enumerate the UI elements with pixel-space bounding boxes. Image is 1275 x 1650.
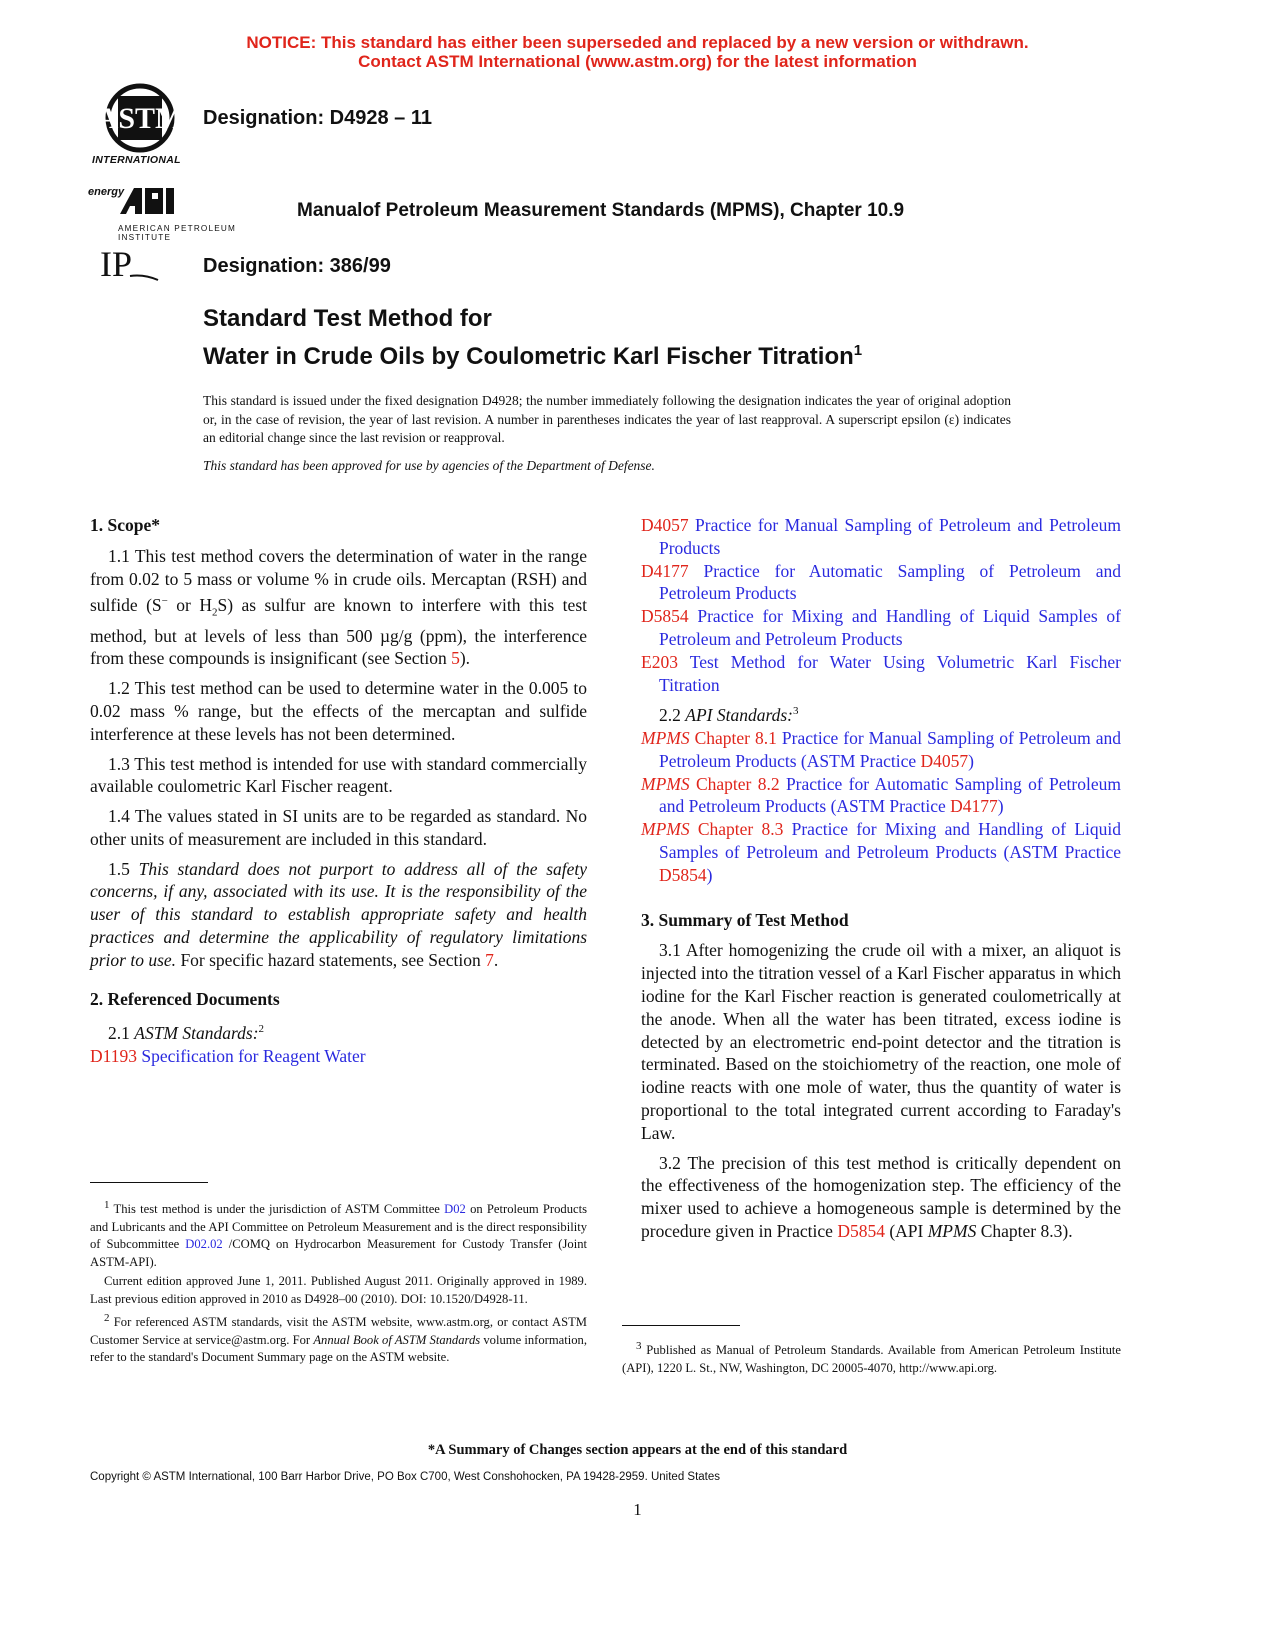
section-5-link[interactable]: 5 (451, 648, 460, 669)
footnotes-left (90, 1197, 587, 1369)
api-ref-mpms-chapter[interactable]: MPMS Chapter 8.3 Practice for Mixing and Handling of Liquid Samples of Petroleum and Petroleum Products (ASTM Practice D5854) (641, 819, 1121, 885)
footnote-3: $^3$ Published as Manual of Petroleum Standards. Available from American Petroleum Institute (API), 1220 L. St., NW, Washington, DC 20005-4070, http://www.api.org. (622, 1340, 1121, 1375)
para-3-1: 3.1 After homogenizing the crude oil with a mixer, an aliquot is injected into the titration vessel of a Karl Fischer apparatus in which iodine for the Karl Fischer reaction is generated coulometrically at the anode. When all the water has been titrated, excess iodine is detected by an electrometric end-point detector and the titration is terminated. Based on the stoichiometry of the reaction, one mole of iodine reacts with one mole of water, thus the quantity of water is proportional to the total integrated current according to Faraday's Law. (641, 940, 1121, 1143)
svg-text:IP: IP (100, 246, 133, 284)
astm-logo-text: INTERNATIONAL (92, 154, 181, 166)
section-2-heading: 2. Referenced Documents (90, 988, 280, 1009)
designation-ip: Designation: 386/99 (203, 255, 391, 277)
copyright: Copyright © ASTM International, 100 Barr Harbor Drive, PO Box C700, West Conshohocken, PA 19428-2959. United States (90, 1471, 721, 1483)
notice-line-2: Contact ASTM International (www.astm.org) for the latest information (358, 52, 917, 71)
d5854-link[interactable]: D5854 (837, 1220, 885, 1241)
ref-e203[interactable]: E203 Test Method for Water Using Volumetric Karl Fischer Titration (641, 651, 1121, 695)
intro-text: This standard is issued under the fixed designation D4928; the number immediately following the designation indicates the year of original adoption or, in the case of revision, the year of last revision. A number in parentheses indicates the year of last reapproval. A superscript epsilon (ε) indicates an editorial change since the last revision or reapproval. (203, 393, 1011, 445)
footnote-rule-right (622, 1325, 740, 1326)
page-number: 1 (633, 1500, 642, 1519)
para-2-2: 2.2 API Standards:$^3$ (659, 705, 799, 726)
api-ref-mpms-chapter[interactable]: MPMS Chapter 8.2 Practice for Automatic Sampling of Petroleum and Petroleum Products (ASTM Practice D4177) (641, 773, 1121, 817)
designation-astm: Designation: D4928 – 11 (203, 107, 432, 129)
dod-approval: This standard has been approved for use by agencies of the Department of Defense. (203, 458, 655, 473)
section-1-heading: 1. Scope* (90, 515, 160, 535)
committee-d02-link[interactable]: D02 (444, 1202, 466, 1217)
footnote-1: $^1$ This test method is under the jurisdiction of ASTM Committee D02 on Petroleum Products and Lubricants and the API Committee on Petroleum Measurement and is the direct responsibility of Subcommittee D02.02 /COMQ on Hydrocarbon Measurement for Custody Transfer (Joint ASTM-API). (90, 1199, 587, 1269)
ref-d1193[interactable]: D1193 Specification for Reagent Water (90, 1046, 366, 1067)
footnotes-right (622, 1338, 1121, 1379)
ref-d4177[interactable]: D4177 Practice for Automatic Sampling of Petroleum and Petroleum Products (641, 560, 1121, 604)
api-name: AMERICAN PETROLEUM INSTITUTE (118, 224, 237, 242)
api-ref-mpms-chapter[interactable]: MPMS Chapter 8.1 Practice for Manual Sampling of Petroleum and Petroleum Products (ASTM Practice D4057) (641, 728, 1121, 771)
document-title (203, 303, 862, 373)
para-1-4: 1.4 The values stated in SI units are to be regarded as standard. No other units of measurement are included in this standard. (90, 806, 587, 849)
right-column (641, 514, 1121, 1250)
api-energy-text: energy (88, 186, 125, 198)
para-1-1: 1.1 This test method covers the determination of water in the range from 0.02 to 5 mass or volume % in crude oils. Mercaptan (RSH) and sulfide (S− or $H_2S$) as sulfur are known to interfere with this test method, but at levels of less than 500 µg/g (ppm), the interference from these compounds is insignificant (see Section 5). (90, 545, 587, 669)
title-line-1: Standard Test Method for (203, 305, 492, 332)
summary-of-changes-note: *A Summary of Changes section appears at the end of this standard (427, 1442, 848, 1458)
para-3-2: 3.2 The precision of this test method is critically dependent on the effectiveness of the homogenization step. The efficiency of the mixer used to achieve a homogeneous sample is determined by the procedure given in Practice D5854 (API MPMS Chapter 8.3). (641, 1152, 1121, 1241)
notice-banner (0, 33, 1275, 71)
ref-d4057[interactable]: D4057 Practice for Manual Sampling of Petroleum and Petroleum Products (641, 515, 1121, 558)
para-2-1: 2.1 ASTM Standards:$^2$ (108, 1023, 265, 1044)
title-line-2: Water in Crude Oils by Coulometric Karl Fischer Titration$^1$ (203, 342, 863, 370)
svg-text:ASTM: ASTM (96, 102, 184, 135)
manual-title: Manualof Petroleum Measurement Standards (MPMS), Chapter 10.9 (297, 200, 905, 221)
astm-logo (90, 82, 190, 164)
api-reference-list (641, 727, 1121, 887)
left-column (90, 514, 587, 1068)
para-1-3: 1.3 This test method is intended for use with standard commercially available coulometric Karl Fischer reagent. (90, 753, 587, 797)
astm-reference-list (641, 514, 1121, 696)
section-3-heading: 3. Summary of Test Method (641, 909, 849, 930)
ref-d5854[interactable]: D5854 Practice for Mixing and Handling of Liquid Samples of Petroleum and Petroleum Products (641, 606, 1121, 649)
footnote-rule-left (90, 1182, 208, 1183)
title-footnote-mark: 1 (853, 342, 863, 359)
footnote-1-edition: Current edition approved June 1, 2011. Published August 2011. Originally approved in 1989. Last previous edition approved in 2010 as D4928–00 (2010). DOI: 10.1520/D4928-11. (90, 1274, 587, 1306)
notice-line-1: NOTICE: This standard has either been superseded and replaced by a new version or withdrawn. (246, 33, 1029, 52)
section-7-link[interactable]: 7 (485, 949, 494, 970)
subcommittee-d0202-link[interactable]: D02.02 (185, 1237, 223, 1252)
para-1-2: 1.2 This test method can be used to determine water in the 0.005 to 0.02 mass % range, but the effects of the mercaptan and sulfide interference at these levels has not been determined. (90, 678, 587, 744)
api-logo (88, 186, 288, 242)
para-1-5: 1.5 This standard does not purport to address all of the safety concerns, if any, associated with its use. It is the responsibility of the user of this standard to establish appropriate safety and health practices and determine the applicability of regulatory limitations prior to use. For specific hazard statements, see Section 7. (90, 858, 588, 970)
ip-logo (100, 246, 160, 286)
footnote-2: $^2$ For referenced ASTM standards, visit the ASTM website, www.astm.org, or contact ASTM Customer Service at service@astm.org. For Annual Book of ASTM Standards volume information, refer to the standard's Document Summary page on the ASTM website. (90, 1312, 587, 1365)
